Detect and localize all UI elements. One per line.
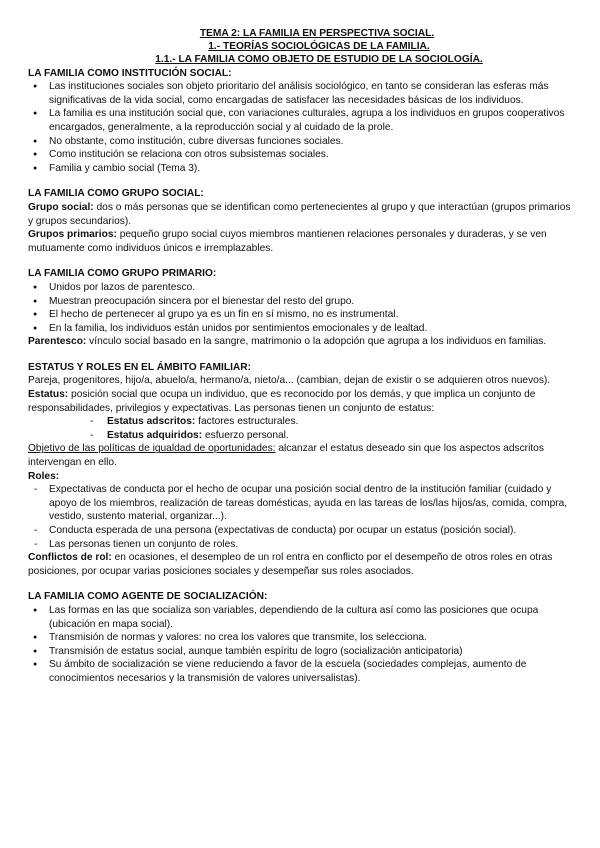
list-item: ● La familia es una institución social que, con variaciones culturales, agrupa a los individuos en grupos cooperativos encargados, generalmente, a la reproducción social y al cuidado de la prole. <box>28 107 576 134</box>
section-title: 1.1.- LA FAMILIA COMO OBJETO DE ESTUDIO DE LA SOCIOLOGÍA. <box>155 54 483 66</box>
definition-paragraph <box>28 228 576 255</box>
list-item: - Conducta esperada de una persona (expectativas de conducta) por ocupar un estatus (posición social). <box>28 524 576 538</box>
section-institucion-social <box>28 67 576 176</box>
chapter-title: 1.- TEORÍAS SOCIOLÓGICAS DE LA FAMILIA. <box>208 41 430 53</box>
section-heading: LA FAMILIA COMO GRUPO PRIMARIO: <box>28 268 217 280</box>
list-item: ● Familia y cambio social (Tema 3). <box>28 162 576 176</box>
status-type-list <box>28 415 576 442</box>
topic-title: TEMA 2: LA FAMILIA EN PERSPECTIVA SOCIAL. <box>199 28 435 39</box>
list-item: ● Unidos por lazos de parentesco. <box>28 281 576 295</box>
definition-text: alcanzar el estatus deseado sin que los aspectos adscritos intervengan en ello. <box>28 443 544 469</box>
section-heading: LA FAMILIA COMO AGENTE DE SOCIALIZACIÓN: <box>28 591 268 603</box>
list-item: ● Su ámbito de socialización se viene reduciendo a favor de la escuela (sociedades complejas, aumento de conocimientos necesarios y la transmisión de valores universalistas). <box>28 658 576 685</box>
list-item: ● Como institución se relaciona con otros subsistemas sociales. <box>28 148 576 162</box>
section-heading: LA FAMILIA COMO GRUPO SOCIAL: <box>28 188 204 200</box>
list-item: ● El hecho de pertenecer al grupo ya es un fin en sí mismo, no es instrumental. <box>28 308 576 322</box>
term: Estatus: <box>28 389 69 401</box>
definition-text: pequeño grupo social cuyos miembros mantienen relaciones personales y duraderas, y se ven mutuamente como individuos únicos e irremplazables. <box>28 229 547 254</box>
term: Estatus adscritos: <box>107 416 196 428</box>
definition-text: posición social que ocupa un individuo, que es reconocido por los demás, y que implica un conjunto de responsabilidades, privilegios y expectativas. Las personas tienen un conjunto de estatus: <box>28 389 536 414</box>
bullet-list <box>28 281 576 335</box>
list-item: ● En la familia, los individuos están unidos por sentimientos emocionales y de lealtad. <box>28 322 576 336</box>
section-grupo-primario <box>28 267 576 349</box>
definition-paragraph <box>28 335 576 349</box>
list-item: ● Muestran preocupación sincera por el bienestar del resto del grupo. <box>28 295 576 309</box>
underlined-term: Objetivo de las políticas de igualdad de oportunidades: <box>28 443 276 455</box>
term: Grupos primarios: <box>28 229 117 241</box>
section-heading: LA FAMILIA COMO INSTITUCIÓN SOCIAL: <box>28 67 232 79</box>
list-item: - Las personas tienen un conjunto de roles. <box>28 538 576 552</box>
list-item <box>88 429 576 443</box>
definition-text: vínculo social basado en la sangre, matrimonio o la adopción que agrupa a los individuos en familias. <box>86 336 547 348</box>
term: Conflictos de rol: <box>28 552 112 564</box>
definition-paragraph <box>28 388 576 415</box>
roles-label: Roles: <box>28 470 60 482</box>
list-item: ● Transmisión de normas y valores: no crea los valores que transmite, los selecciona. <box>28 631 576 645</box>
list-item: - Expectativas de conducta por el hecho de ocupar una posición social dentro de la institución familiar (cuidado y apoyo de los miembros, realización de tareas domésticas, ayuda en las tareas de los/las hijos/as, comida, compra, vestido, sustento material, organizar...). <box>28 483 576 524</box>
definition-text: esfuerzo personal. <box>202 429 289 441</box>
bullet-list <box>28 80 576 175</box>
term: Grupo social: <box>28 201 94 213</box>
list-item: ● No obstante, como institución, cubre diversas funciones sociales. <box>28 135 576 149</box>
bullet-list <box>28 604 576 686</box>
list-item: ● Transmisión de estatus social, aunque también espíritu de logro (socialización anticipatoria) <box>28 645 576 659</box>
title-block <box>28 27 576 67</box>
list-item: ● Las formas en las que socializa son variables, dependiendo de la cultura así como las posiciones que ocupa (ubicación en mapa social). <box>28 604 576 631</box>
definition-paragraph <box>28 201 576 228</box>
paragraph: Pareja, progenitores, hijo/a, abuelo/a, hermano/a, nieto/a... (cambian, dejan de existir o se adquieren otros nuevos). <box>28 375 551 387</box>
objective-paragraph <box>28 442 576 469</box>
section-heading: ESTATUS Y ROLES EN EL ÁMBITO FAMILIAR: <box>28 361 252 373</box>
definition-text: en ocasiones, el desempleo de un rol entra en conflicto por el desempeño de otros roles en otras posiciones, por ocupar varias posiciones sociales y desempeñar sus roles asociados. <box>28 552 553 577</box>
list-item <box>88 415 576 429</box>
definition-text: dos o más personas que se identifican como pertenecientes al grupo y que interactúan (grupos primarios y grupos secundarios). <box>28 201 571 227</box>
roles-list <box>28 483 576 551</box>
list-item: ● Las instituciones sociales son objeto prioritario del análisis sociológico, en tanto se consideran las esferas más significativas de la vida social, como encargadas de satisfacer las necesidades básicas de los individuos. <box>28 80 576 107</box>
term: Parentesco: <box>28 336 87 348</box>
section-agente-socializacion <box>28 590 576 685</box>
section-estatus-roles <box>28 361 576 579</box>
definition-text: factores estructurales. <box>195 416 299 428</box>
section-grupo-social <box>28 187 576 255</box>
term: Estatus adquiridos: <box>107 429 203 441</box>
definition-paragraph <box>28 551 576 578</box>
